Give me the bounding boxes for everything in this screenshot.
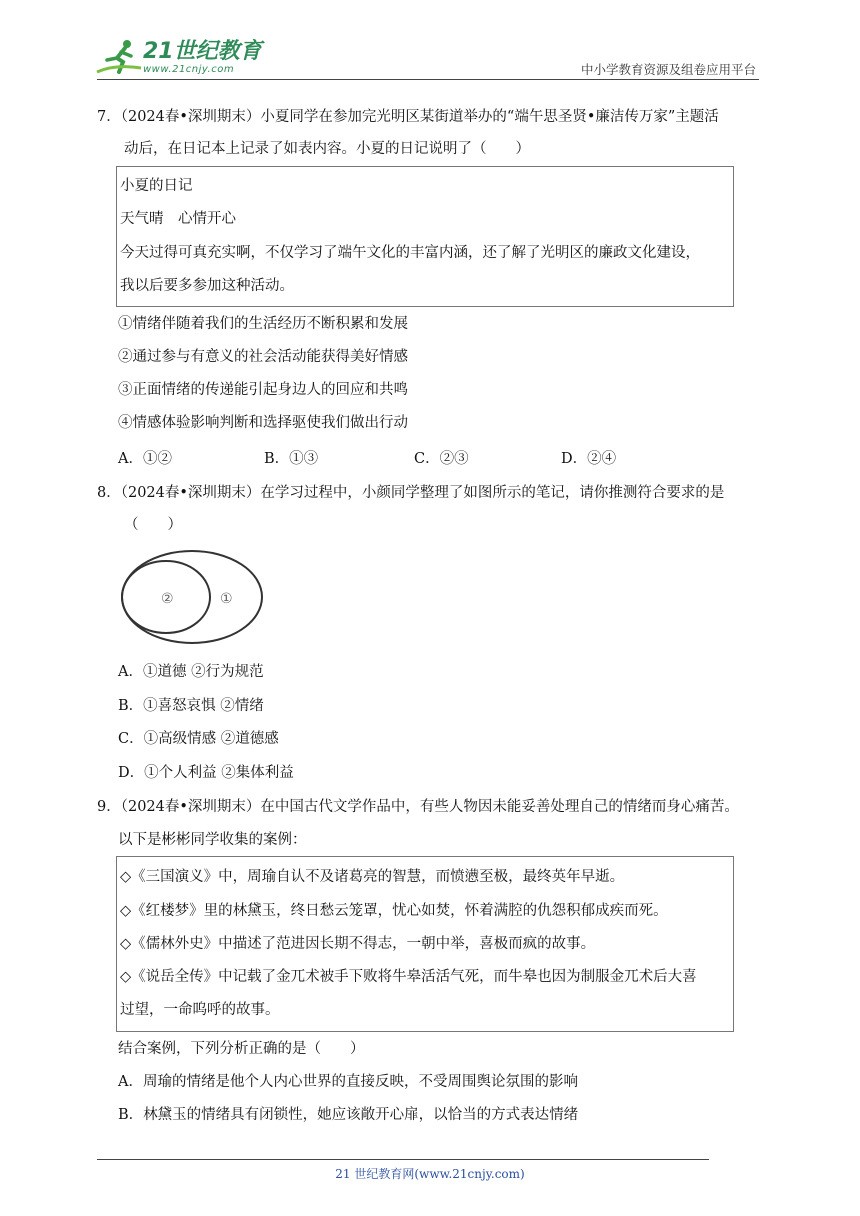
- q7-option-a[interactable]: A．①②: [118, 451, 172, 467]
- q7-statement-3: ③正面情绪的传递能引起身边人的回应和共鸣: [118, 382, 408, 398]
- q9-stem-line2: 以下是彬彬同学收集的案例：: [118, 832, 307, 848]
- logo-title: 21世纪教育: [143, 39, 262, 64]
- case-3: ◇《儒林外史》中描述了范进因长期不得志，一朝中举，喜极而疯的故事。: [120, 936, 596, 952]
- outer-label: ①: [220, 591, 233, 607]
- diary-text-line1: 今天过得可真充实啊，不仅学习了端午文化的丰富内涵，还了解了光明区的廉政文化建设，: [120, 245, 700, 261]
- q7-stem-line1: 7．（2024春•深圳期末）小夏同学在参加完光明区某街道举办的“端午思圣贤•廉洁传万家”主题活: [97, 109, 719, 125]
- concept-venn-diagram: [116, 545, 268, 649]
- case-4-line2: 过望，一命呜呼的故事。: [120, 1002, 280, 1018]
- footer-link[interactable]: 21 世纪教育网(www.21cnjy.com): [335, 1167, 525, 1181]
- diary-title: 小夏的日记: [120, 178, 193, 194]
- q7-option-c[interactable]: C．②③: [414, 451, 469, 467]
- q7-statement-1: ①情绪伴随着我们的生活经历不断积累和发展: [118, 316, 408, 332]
- platform-name: 中小学教育资源及组卷应用平台: [580, 62, 756, 77]
- q8-option-c[interactable]: C．①高级情感 ②道德感: [118, 731, 279, 747]
- q9-option-a[interactable]: A．周瑜的情绪是他个人内心世界的直接反映，不受周围舆论氛围的影响: [118, 1074, 578, 1090]
- q7-stem-line2: 动后，在日记本上记录了如表内容。小夏的日记说明了（ ）: [124, 141, 530, 157]
- inner-label: ②: [161, 591, 174, 607]
- q8-stem-line1: 8．（2024春•深圳期末）在学习过程中，小颜同学整理了如图所示的笔记，请你推测符合要求的是: [97, 485, 725, 501]
- case-4-line1: ◇《说岳全传》中记载了金兀术被手下败将牛皋活活气死，而牛皋也因为制服金兀术后大喜: [120, 969, 697, 985]
- q7-option-b[interactable]: B．①③: [264, 451, 319, 467]
- q9-prompt: 结合案例，下列分析正确的是（ ）: [118, 1041, 365, 1057]
- q7-option-d[interactable]: D．②④: [561, 451, 617, 467]
- outer-ellipse: [122, 551, 262, 643]
- diary-text-line2: 我以后要多参加这种活动。: [120, 278, 294, 294]
- q7-statement-2: ②通过参与有意义的社会活动能获得美好情感: [118, 349, 408, 365]
- q8-option-a[interactable]: A．①道德 ②行为规范: [118, 664, 264, 680]
- q9-option-b[interactable]: B．林黛玉的情绪具有闭锁性，她应该敞开心扉，以恰当的方式表达情绪: [118, 1107, 579, 1123]
- diary-weather: 天气晴 心情开心: [120, 211, 236, 227]
- footer-divider: [97, 1159, 709, 1160]
- case-1: ◇《三国演义》中，周瑜自认不及诸葛亮的智慧，而愤懑至极，最终英年早逝。: [120, 869, 625, 885]
- q8-option-b[interactable]: B．①喜怒哀惧 ②情绪: [118, 698, 264, 714]
- header-divider: [97, 79, 759, 80]
- q7-statement-4: ④情感体验影响判断和选择驱使我们做出行动: [118, 415, 408, 431]
- q9-stem-line1: 9．（2024春•深圳期末）在中国古代文学作品中，有些人物因未能妥善处理自己的情绪而身心痛苦。: [97, 799, 739, 815]
- case-2: ◇《红楼梦》里的林黛玉，终日愁云笼罩，忧心如焚，怀着满腔的仇怨积郁成疾而死。: [120, 903, 668, 919]
- runner-logo-icon: [95, 38, 145, 78]
- logo-url: www.21cnjy.com: [143, 64, 235, 75]
- q8-stem-line2: （ ）: [124, 517, 182, 533]
- q8-option-d[interactable]: D．①个人利益 ②集体利益: [118, 765, 294, 781]
